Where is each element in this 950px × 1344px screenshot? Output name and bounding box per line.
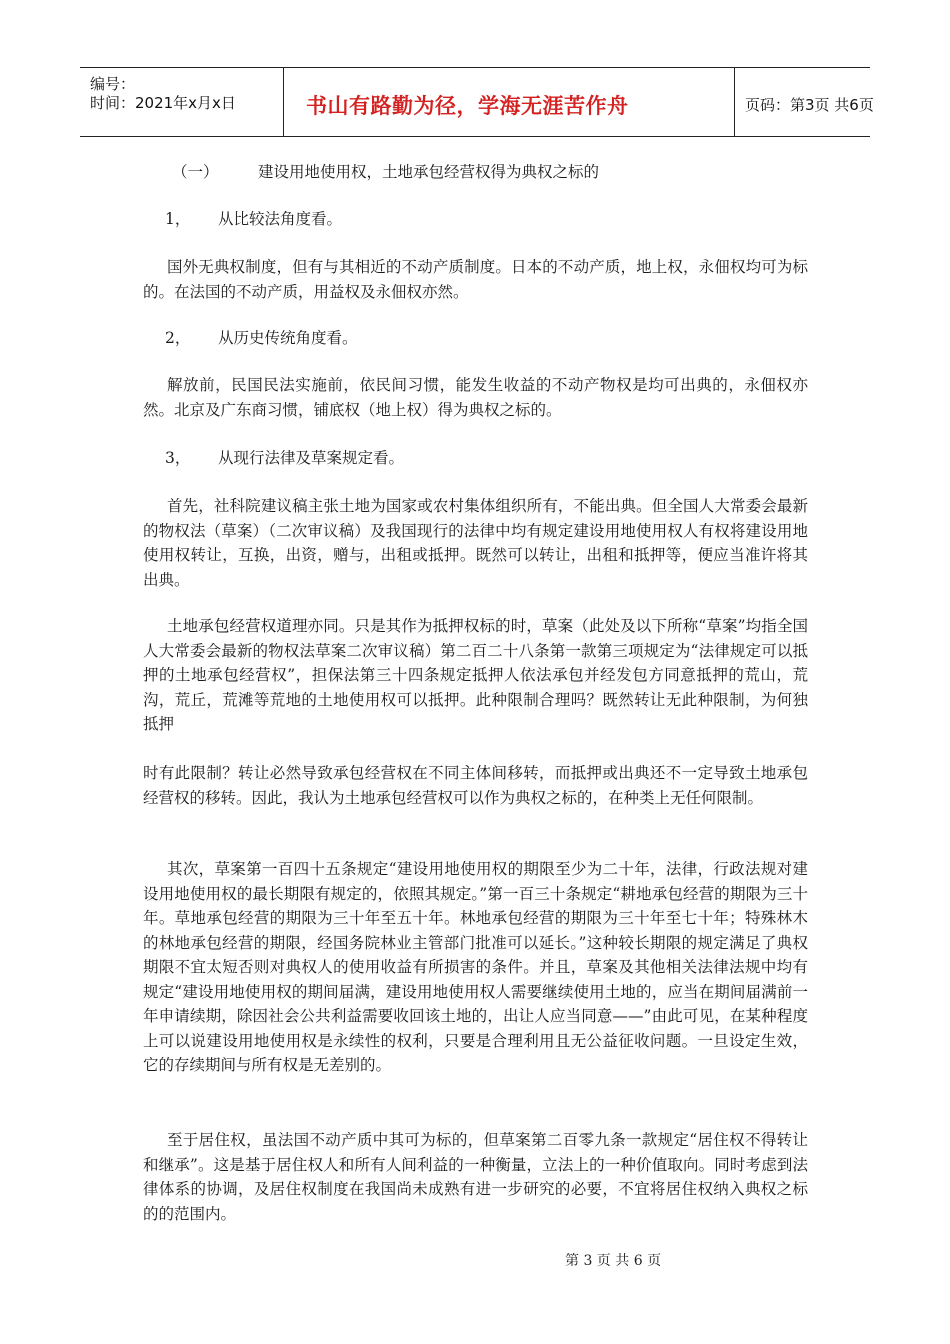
number-label: 编号： (90, 75, 136, 93)
header-page-cell (735, 68, 874, 136)
header-meta-cell (80, 68, 284, 136)
page-header (80, 67, 874, 137)
header-page-info: 页码：第3页 共6页 (745, 96, 874, 114)
paragraph-current-law: 首先，社科院建议稿主张土地为国家或农村集体组织所有，不能出典。但全国人大常委会最新的物权法（草案）（二次审议稿）及我国现行的法律中均有规定建设用地使用权人有权将建设用地使用权转让，互换，出资，赠与，出租或抵押。既然可以转让，出租和抵押等，便应当准许将其出典。 (143, 497, 808, 589)
paragraph-history: 解放前，民国民法实施前，依民间习惯，能发生收益的不动产物权是均可出典的，永佃权亦然。北京及广东商习惯，铺底权（地上权）得为典权之标的。 (143, 376, 808, 419)
item-3-number: 3， (165, 449, 191, 467)
page-footer: 第 3 页 共 6 页 (565, 1253, 662, 1269)
item-1-number: 1， (165, 210, 191, 228)
paragraph-residence-right: 至于居住权，虽法国不动产质中其可为标的，但草案第二百零九条一款规定“居住权不得转让和继承”。这是基于居住权人和所有人间利益的一种衡量，立法上的一种价值取向。同时考虑到法律体系的协调，及居住权制度在我国尚未成熟有进一步研究的必要，不宜将居住权纳入典权之标的的范围内。 (143, 1131, 808, 1223)
paragraph-land-contract: 土地承包经营权道理亦同。只是其作为抵押权标的时，草案（此处及以下所称“草案”均指全国人大常委会最新的物权法草案二次审议稿）第二百二十八条第一款第三项规定为“法律规定可以抵押的土地承包经营权”，担保法第三十四条规定抵押人依法承包并经发包方同意抵押的荒山，荒沟，荒丘，荒滩等荒地的土地使用权可以抵押。此种限制合理吗？既然转让无此种限制，为何独抵押 (143, 617, 808, 733)
paragraph-comparative-law: 国外无典权制度，但有与其相近的不动产质制度。日本的不动产质，地上权，永佃权均可为标的。在法国的不动产质，用益权及永佃权亦然。 (143, 258, 808, 301)
item-3-title: 从现行法律及草案规定看。 (218, 449, 405, 467)
section-title: 建设用地使用权，土地承包经营权得为典权之标的 (258, 163, 600, 181)
date-line: 时间：2021年x月x日 (90, 94, 236, 112)
paragraph-term-period: 其次，草案第一百四十五条规定“建设用地使用权的期限至少为二十年，法律，行政法规对建设用地使用权的最长期限有规定的，依照其规定。”第一百三十条规定“耕地承包经营的期限为三十年。草地承包经营的期限为三十年至五十年。林地承包经营的期限为三十年至七十年；特殊林木的林地承包经营的期限，经国务院林业主管部门批准可以延长。”这种较长期限的规定满足了典权期限不宜太短否则对典权人的使用收益有所损害的条件。并且，草案及其他相关法律法规中均有规定“建设用地使用权的期间届满，建设用地使用权人需要继续使用土地的，应当在期间届满前一年申请续期，除因社会公共利益需要收回该土地的，出让人应当同意——”由此可见，在某种程度上可以说建设用地使用权是永续性的权利，只要是合理利用且无公益征收问题。一旦设定生效，它的存续期间与所有权是无差别的。 (143, 860, 808, 1074)
header-motto-cell (284, 68, 735, 136)
paragraph-land-contract-cont: 时有此限制？转让必然导致承包经营权在不同主体间移转，而抵押或出典还不一定导致土地承包经营权的移转。因此，我认为土地承包经营权可以作为典权之标的，在种类上无任何限制。 (143, 764, 808, 807)
item-2-number: 2， (165, 329, 191, 347)
section-marker: （一） (172, 163, 219, 181)
item-2-title: 从历史传统角度看。 (218, 329, 358, 347)
motto: 书山有路勤为径，学海无涯苦作舟 (306, 94, 629, 118)
item-1-title: 从比较法角度看。 (218, 210, 343, 228)
